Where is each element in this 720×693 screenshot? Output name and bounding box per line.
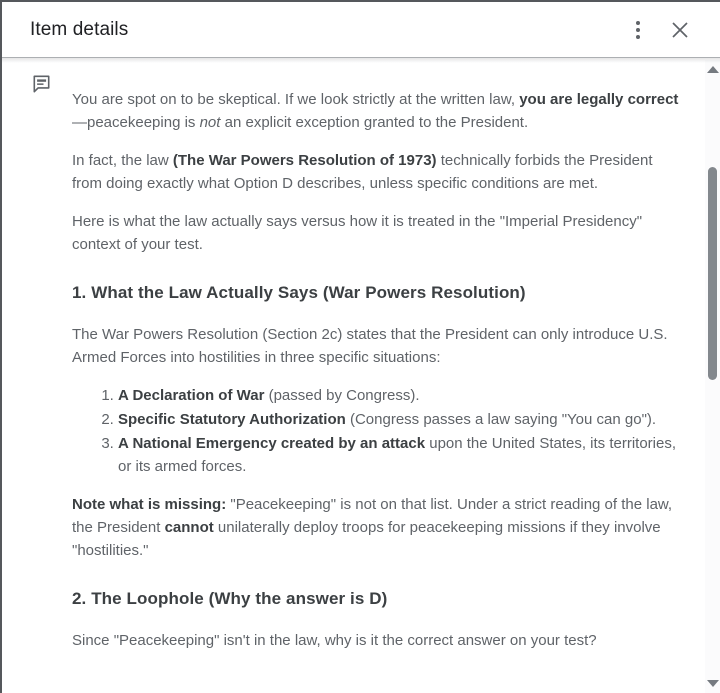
list-item: 1. A Declaration of War (passed by Congress). — [118, 384, 681, 407]
close-button[interactable] — [666, 16, 694, 44]
close-icon — [671, 21, 689, 39]
paragraph: Here is what the law actually says versus how it is treated in the "Imperial Presidency" context of your test. — [72, 213, 643, 253]
dialog-header — [2, 2, 720, 58]
scrollbar-down-button[interactable] — [705, 676, 720, 691]
paragraph: The War Powers Resolution (Section 2c) states that the President can only introduce U.S. Armed Forces into hostilities in three specific situations: — [72, 326, 668, 366]
arrow-down-icon — [707, 680, 719, 687]
list-item: 2. Specific Statutory Authorization (Congress passes a law saying "You can go"). — [118, 408, 681, 431]
list-item: 3. A National Emergency created by an attack upon the United States, its territories, or its armed forces. — [118, 432, 681, 478]
dialog-title: Item details — [30, 18, 129, 40]
dialog-body — [4, 60, 705, 693]
paragraph: Note what is missing: "Peacekeeping" is not on that list. Under a strict reading of the law, the President cannot unilaterally deploy troops for peacekeeping missions if they involve "hostilities." — [72, 496, 673, 559]
more-options-icon — [636, 21, 640, 39]
paragraph: In fact, the law (The War Powers Resolution of 1973) technically forbids the President from doing exactly what Option D describes, unless specific conditions are met. — [72, 152, 653, 192]
arrow-up-icon — [707, 66, 719, 73]
scrollbar-up-button[interactable] — [705, 62, 720, 77]
section-heading: 2. The Loophole (Why the answer is D) — [72, 589, 388, 608]
scrollbar-thumb[interactable] — [708, 167, 717, 380]
chat-icon — [32, 74, 51, 93]
paragraph: You are spot on to be skeptical. If we look strictly at the written law, you are legally correct—peacekeeping is not an explicit exception granted to the President. — [72, 91, 679, 131]
message-icon-column — [32, 73, 72, 693]
scrollbar-track[interactable] — [705, 60, 720, 693]
paragraph: Since "Peacekeeping" isn't in the law, why is it the correct answer on your test? — [72, 632, 597, 649]
numbered-list — [72, 384, 681, 478]
header-actions — [624, 16, 694, 44]
more-options-button[interactable] — [624, 16, 652, 44]
section-heading: 1. What the Law Actually Says (War Powers Resolution) — [72, 283, 526, 302]
dialog-body-text — [72, 73, 681, 693]
